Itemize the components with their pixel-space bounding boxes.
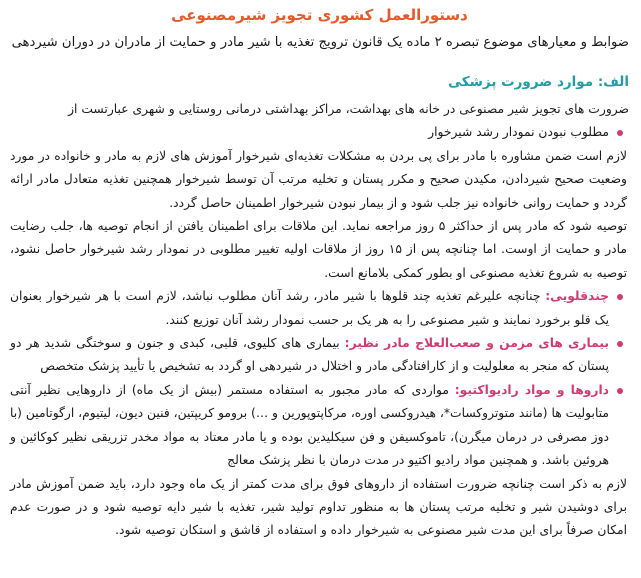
list-item-growth-chart: [10, 121, 629, 144]
section-intro: ضرورت های تجویز شیر مصنوعی در خانه های بهداشت، مراکز بهداشتی درمانی روستایی و شهری عبارتست از: [68, 102, 629, 116]
paragraph-counseling: لازم است ضمن مشاوره با مادر برای پی بردن به مشکلات تغذیه‌ای شیرخوار آموزش های لازم به مادر و خانواده در مورد وضعیت صحیح شیردادن، مکیدن صحیح و مکرر پستان و تخلیه مرتب آن توسط شیرخوار همچنین تغذیه متعادل مادر ارائه گردد و حمایت روانی خانواده نیز جلب شود و از بیمار نبودن شیرخوار اطمینان حاصل گردد.: [10, 148, 627, 210]
list-item-text: بیماری های کلیوی، قلبی، کبدی و جنون و سوختگی شدید هر دو پستان که منجر به معلولیت و از کارافتادگی مادر و اختلال در شیردهی او گردد به تشخیص یا تأیید پزشک متخصص: [10, 336, 609, 374]
list-item-label: بیماری های مزمن و صعب‌العلاج مادر نظیر:: [344, 336, 609, 351]
list-item-text: مطلوب نبودن نمودار رشد شیرخوار: [428, 125, 609, 140]
conditions-list-continued: [10, 285, 629, 472]
conditions-list: [10, 121, 629, 144]
list-item-label: داروها و مواد رادیواکتیو:: [454, 382, 609, 397]
paragraph-short-term-drugs: لازم به ذکر است چنانچه ضرورت استفاده از داروهای فوق برای مدت کمتر از یک ماه وجود دارد، باید ضمن آموزش مادر برای دوشیدن شیر و تخلیه مرتب پستان ها به منظور تداوم تولید شیر، تغذیه با شیر دایه توصیه شود و در صورت عدم امکان صرفاً برای این مدت شیر مصنوعی به شیرخوار داده و استفاده از قاشق و استکان توصیه شود.: [10, 476, 627, 538]
list-item-multiples: [10, 285, 629, 332]
list-item-chronic-disease: [10, 332, 629, 379]
list-item-drugs: [10, 379, 629, 473]
document-subtitle: ضوابط و معیارهای موضوع تبصره ۲ ماده یک قانون ترویج تغذیه با شیر مادر و حمایت از مادران در دوران شیردهی: [11, 35, 629, 50]
list-item-text: چنانچه علیرغم تغذیه چند قلوها با شیر مادر، رشد آنان مطلوب نباشد، لازم است با هر شیرخوار بعنوان یک قلو برخورد نمایند و شیر مصنوعی را به هر یک بر حسب نمودار رشد آنان توزیع کنند.: [10, 289, 609, 327]
list-item-text: مواردی که مادر مجبور به استفاده مستمر (بیش از یک ماه) از داروهایی نظیر آنتی متابولیت ها (مانند متوتروکسات*، هیدروکسی اوره، مرکاپتوپورین و …) برومو کریپتین، فنین دیون، لیتیوم، ارگوتامین (با دوز مصرفی در درمان میگرن)، تاموکسیفن و فن سیکلیدین بوده و یا مادر معتاد به مواد مخدر تزریقی نظیر کوکائین و هروئین باشد. و همچنین مواد رادیو اکتیو در مدت درمان با نظر پزشک معالج: [10, 382, 609, 468]
paragraph-follow-up: توصیه شود که مادر پس از حداکثر ۵ روز مراجعه نماید. این ملاقات برای اطمینان یافتن از انجام توصیه ها، جلب رضایت مادر و حمایت از اوست. اما چنانچه پس از ۱۵ روز از ملاقات اولیه تغییر مطلوبی در نمودار رشد شیرخوار حاصل نشود، توصیه به شروع تغذیه مصنوعی او بطور کمکی بلامانع است.: [10, 219, 627, 280]
section-heading: الف: موارد ضرورت پزشکی: [448, 74, 629, 90]
document-title: دستورالعمل کشوری تجویز شیرمصنوعی: [171, 6, 468, 24]
list-item-label: چندقلویی:: [545, 289, 609, 304]
